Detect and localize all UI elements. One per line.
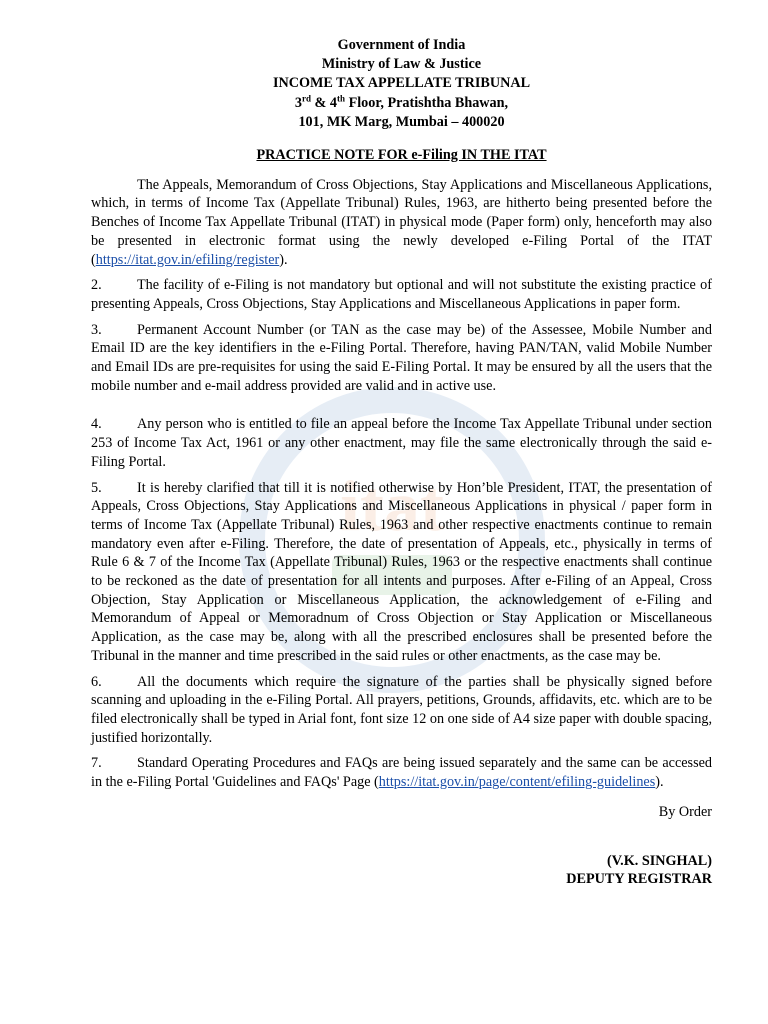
- efiling-register-link[interactable]: https://itat.gov.in/efiling/register: [95, 251, 280, 268]
- paragraph-number: 7.: [91, 755, 102, 772]
- paragraph-number: 5.: [91, 479, 102, 496]
- letterhead: [91, 36, 712, 132]
- letterhead-line-ministry: Ministry of Law & Justice: [321, 56, 482, 73]
- paragraph-number: 2.: [91, 277, 102, 294]
- watermark-logo-text: itat: [340, 466, 444, 546]
- paragraph-6: 6. All the documents which require the signature of the parties shall be physically signed before scanning and uploading in the e-Filing Portal. All prayers, petitions, Grounds, affidavits, etc. which are to be filed electronically shall be typed in Arial font, font size 12 on one side of A4 size paper with double spacing, justified horizontally.: [91, 673, 712, 746]
- letterhead-line-address: 101, MK Marg, Mumbai – 400020: [298, 113, 505, 130]
- paragraph-7: 7. Standard Operating Procedures and FAQs are being issued separately and the same can be accessed in the e-Filing Portal 'Guidelines and FAQs' Page (https://itat.gov.in/page/content/efiling-guidelines).: [91, 755, 712, 791]
- efiling-guidelines-link[interactable]: https://itat.gov.in/page/content/efiling-guidelines: [378, 774, 656, 791]
- signatory-designation: DEPUTY REGISTRAR: [566, 871, 712, 888]
- paragraph-number: 3.: [91, 321, 102, 338]
- paragraph-4: 4. Any person who is entitled to file an appeal before the Income Tax Appellate Tribunal under section 253 of Income Tax Act, 1961 or any other enactment, may file the same electronically through the said e-Filing Portal.: [91, 416, 712, 470]
- document-page: [91, 36, 712, 889]
- paragraph-3: 3. Permanent Account Number (or TAN as the case may be) of the Assessee, Mobile Number and Email ID are the key identifiers in the e-Filing Portal. Therefore, having PAN/TAN, valid Mobile Number and Email IDs are pre-requisites for using the said E-Filing Portal. It may be ensured by all the users that the mobile number and e-mail address provided are valid and in active use.: [91, 321, 712, 394]
- by-order-text: By Order: [658, 803, 712, 820]
- document-title: PRACTICE NOTE FOR e-Filing IN THE ITAT: [256, 147, 547, 164]
- signature-block: [91, 852, 712, 889]
- paragraph-2: 2. The facility of e-Filing is not mandatory but optional and will not substitute the existing practice of presenting Appeals, Cross Objections, Stay Applications and Miscellaneous Applications in paper form.: [91, 277, 712, 312]
- paragraph-number: 6.: [91, 673, 102, 690]
- letterhead-line-floor: 3rd & 4th Floor, Pratishtha Bhawan,: [294, 92, 509, 111]
- signatory-name: (V.K. SINGHAL): [607, 852, 712, 869]
- paragraph-5: 5. It is hereby clarified that till it is notified otherwise by Hon’ble President, ITAT, the presentation of Appeals, Cross Objections, Stay Applications and Miscellaneous Applications in physical / paper form in terms of Income Tax (Appellate Tribunal) Rules, 1963 and other respective enactments continue to remain mandatory even after e-Filing. Therefore, the date of presentation of Appeals, etc., physically in terms of Rule 6 & 7 of the Income Tax (Appellate Tribunal) Rules, 1963 or the respective enactments shall continue to be reckoned as the date of presentation for all intents and purposes. After e-Filing of an Appeal, Cross Objection, Stay Application or Miscellaneous Application, the acknowledgement of e-Filing and Memorandum of Appeal or Memoradnum of Cross Objection or Stay Application or Miscellaneous Application, as the case may be, along with all the prescribed enclosures shall be presented before the Tribunal in the manner and time prescribed in the said rules or other enactments, as the case may be.: [91, 479, 712, 664]
- paragraph-1: The Appeals, Memorandum of Cross Objections, Stay Applications and Miscellaneous Applications, which, in terms of Income Tax (Appellate Tribunal) Rules, 1963, are hitherto being presented before the Benches of Income Tax Appellate Tribunal (ITAT) in physical mode (Paper form) only, henceforth may also be presented in electronic format using the newly developed e-Filing Portal of the ITAT (https://itat.gov.in/efiling/register).: [91, 176, 712, 268]
- letterhead-line-government: Government of India: [337, 37, 466, 53]
- paragraph-number: 4.: [91, 416, 102, 433]
- letterhead-line-tribunal: INCOME TAX APPELLATE TRIBUNAL: [272, 75, 531, 92]
